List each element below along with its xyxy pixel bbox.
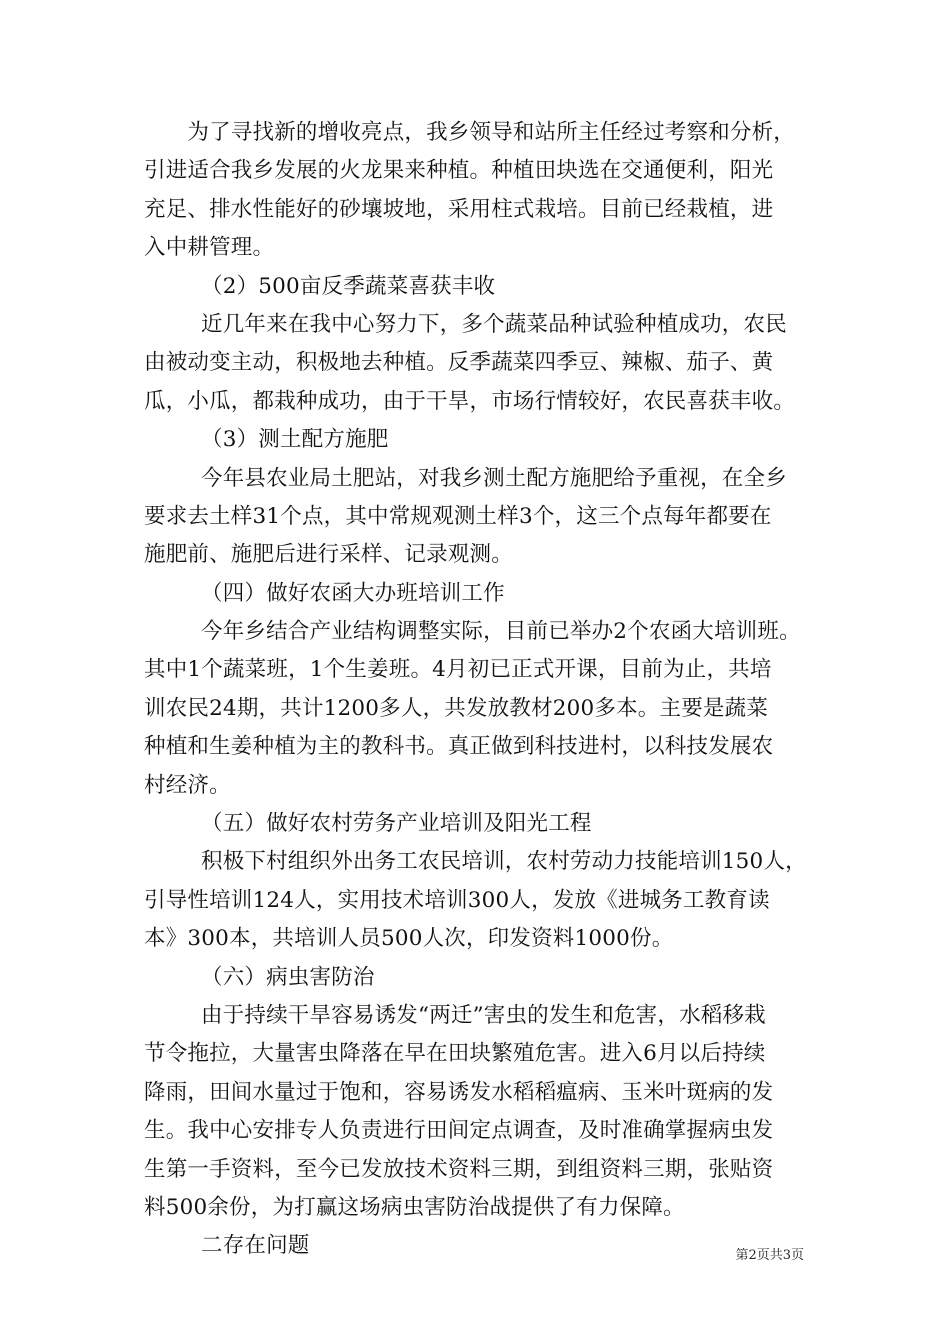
- text-line: （五）做好农村劳务产业培训及阳光工程: [201, 811, 592, 837]
- text-line: 种植和生姜种植为主的教科书。真正做到科技进村，以科技发展农: [144, 734, 774, 760]
- text-line: 本》300本，共培训人员500人次，印发资料1000份。: [144, 926, 674, 952]
- text-line: 节令拖拉，大量害虫降落在早在田块繁殖危害。进入6月以后持续: [144, 1041, 766, 1067]
- text-line: （六）病虫害防治: [201, 964, 375, 990]
- text-line: 积极下村组织外出务工农民培训，农村劳动力技能培训150人，: [201, 849, 807, 875]
- text-line: 其中1个蔬菜班，1个生姜班。4月初已正式开课，目前为止，共培: [144, 657, 772, 683]
- text-line: 料500余份，为打赢这场病虫害防治战提供了有力保障。: [144, 1194, 685, 1220]
- text-line: 生第一手资料，至今已发放技术资料三期，到组资料三期，张贴资: [144, 1156, 774, 1182]
- text-line: 近几年来在我中心努力下，多个蔬菜品种试验种植成功，农民: [201, 311, 787, 337]
- page-number-footer: 第2页共3页: [735, 1248, 804, 1263]
- text-line: 充足、排水性能好的砂壤坡地，采用柱式栽培。目前已经栽植，进: [144, 196, 774, 222]
- text-line: 引导性培训124人，实用技术培训300人，发放《进城务工教育读: [144, 887, 770, 913]
- text-line: 瓜，小瓜，都栽种成功，由于干旱，市场行情较好，农民喜获丰收。: [144, 388, 796, 414]
- text-line: 今年乡结合产业结构调整实际，目前已举办2个农函大培训班。: [201, 619, 801, 645]
- text-line: 由于持续干旱容易诱发“两迁”害虫的发生和危害，水稻移栽: [201, 1002, 766, 1028]
- text-line: 要求去土样31个点，其中常规观测土样3个，这三个点每年都要在: [144, 503, 772, 529]
- text-line: 训农民24期，共计1200多人，共发放教材200多本。主要是蔬菜: [144, 695, 769, 721]
- document-body: [144, 114, 812, 1266]
- text-line: 由被动变主动，积极地去种植。反季蔬菜四季豆、辣椒、茄子、黄: [144, 350, 774, 376]
- text-line: 今年县农业局土肥站，对我乡测土配方施肥给予重视，在全乡: [201, 465, 787, 491]
- text-line: 二存在问题: [201, 1233, 310, 1259]
- text-line: （3）测土配方施肥: [201, 427, 389, 453]
- text-line: 入中耕管理。: [144, 235, 275, 261]
- text-line: 降雨，田间水量过于饱和，容易诱发水稻稻瘟病、玉米叶斑病的发: [144, 1079, 774, 1105]
- text-line: 生。我中心安排专人负责进行田间定点调查，及时准确掌握病虫发: [144, 1118, 774, 1144]
- text-line: 施肥前、施肥后进行采样、记录观测。: [144, 542, 513, 568]
- text-line: 村经济。: [144, 772, 231, 798]
- text-line: （2）500亩反季蔬菜喜获丰收: [201, 273, 496, 299]
- text-line: 引进适合我乡发展的火龙果来种植。种植田块选在交通便利，阳光: [144, 158, 774, 184]
- text-line: （四）做好农函大办班培训工作: [201, 580, 505, 606]
- text-line: 为了寻找新的增收亮点，我乡领导和站所主任经过考察和分析，: [144, 120, 796, 145]
